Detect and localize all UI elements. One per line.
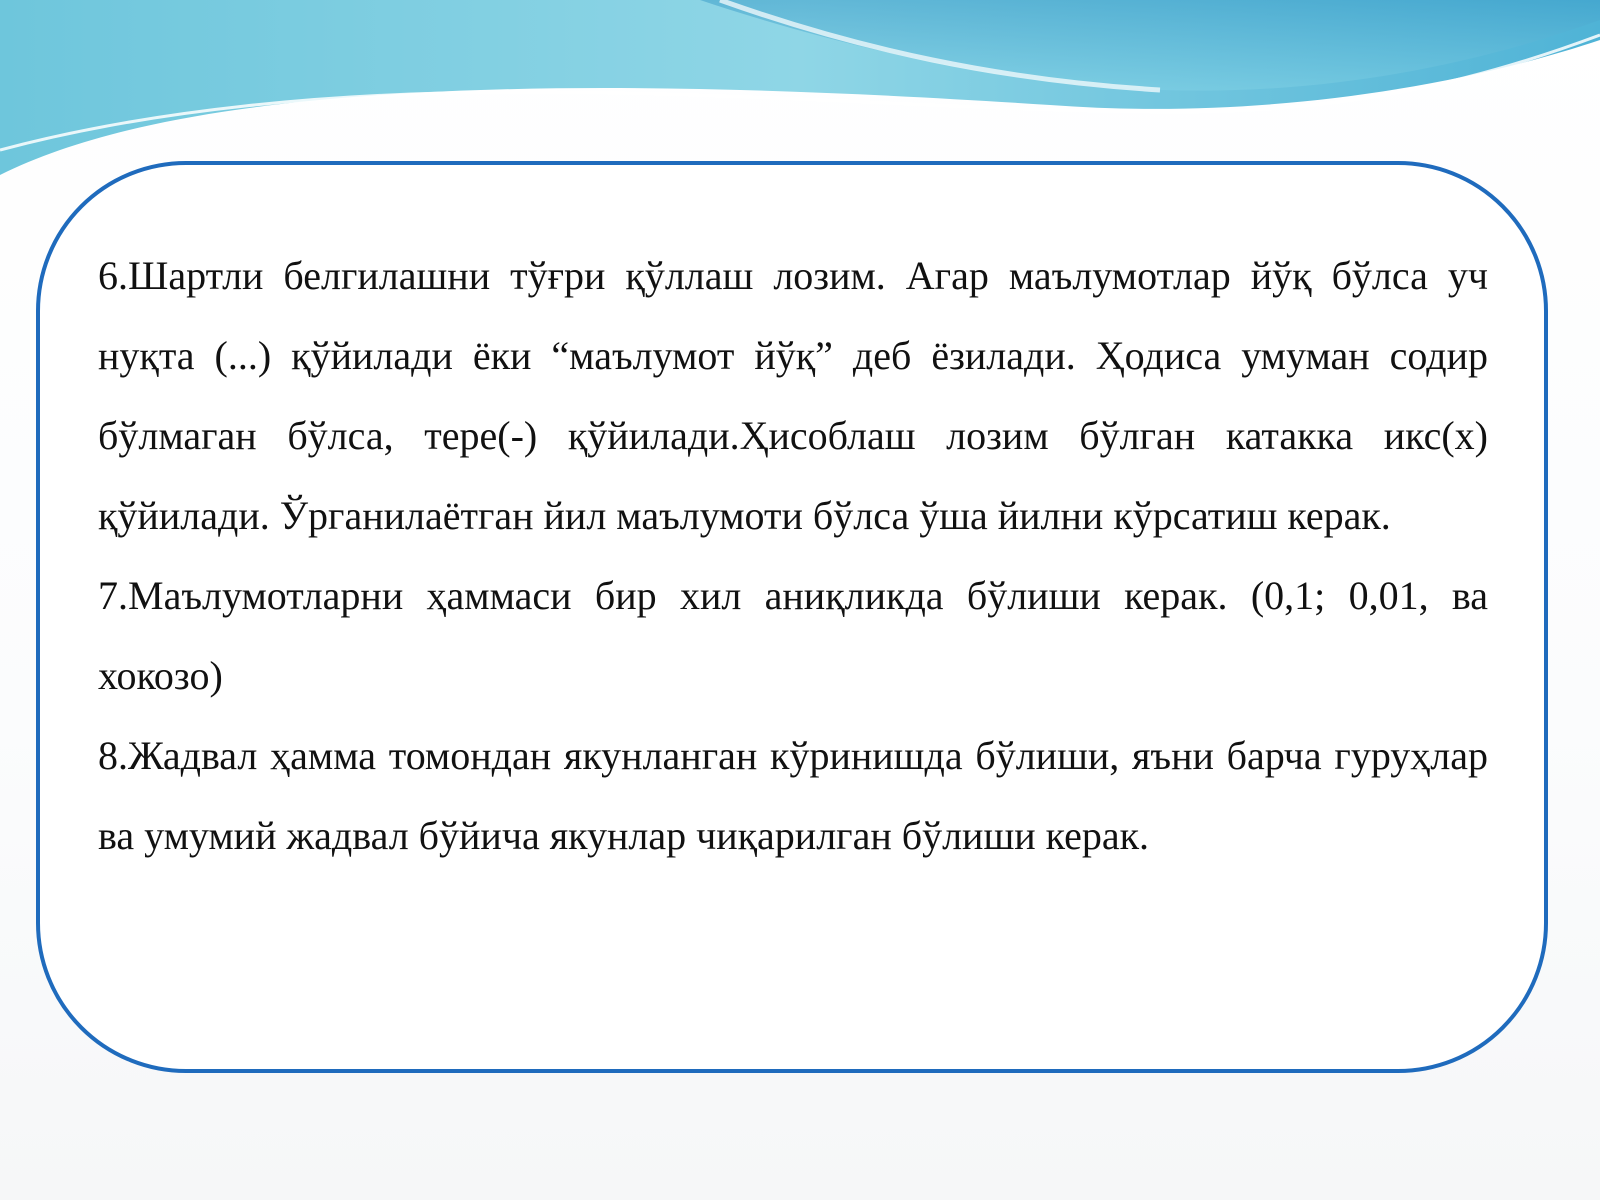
paragraph-6: 6.Шартли белгилашни тўғри қўллаш лозим. Агар маълумотлар йўқ бўлса уч нуқта (...) қўйилади ёки “маълумот йўқ” деб ёзилади. Ҳодиса умуман содир бўлмаган бўлса, тере(-) қўйилади.Ҳисоблаш лозим бўлган катакка икс(х) қўйилади. Ўрганилаётган йил маълумоти бўлса ўша йилни кўрсатиш керак.	[98, 253, 1488, 538]
body-text	[98, 236, 1488, 876]
paragraph-8: 8.Жадвал ҳамма томондан якунланган кўринишда бўлиши, яъни барча гуруҳлар ва умумий жадвал бўйича якунлар чиқарилган бўлиши керак.	[98, 733, 1488, 858]
paragraph-7: 7.Маълумотларни ҳаммаси бир хил аниқликда бўлиши керак. (0,1; 0,01, ва хокозо)	[98, 573, 1488, 698]
